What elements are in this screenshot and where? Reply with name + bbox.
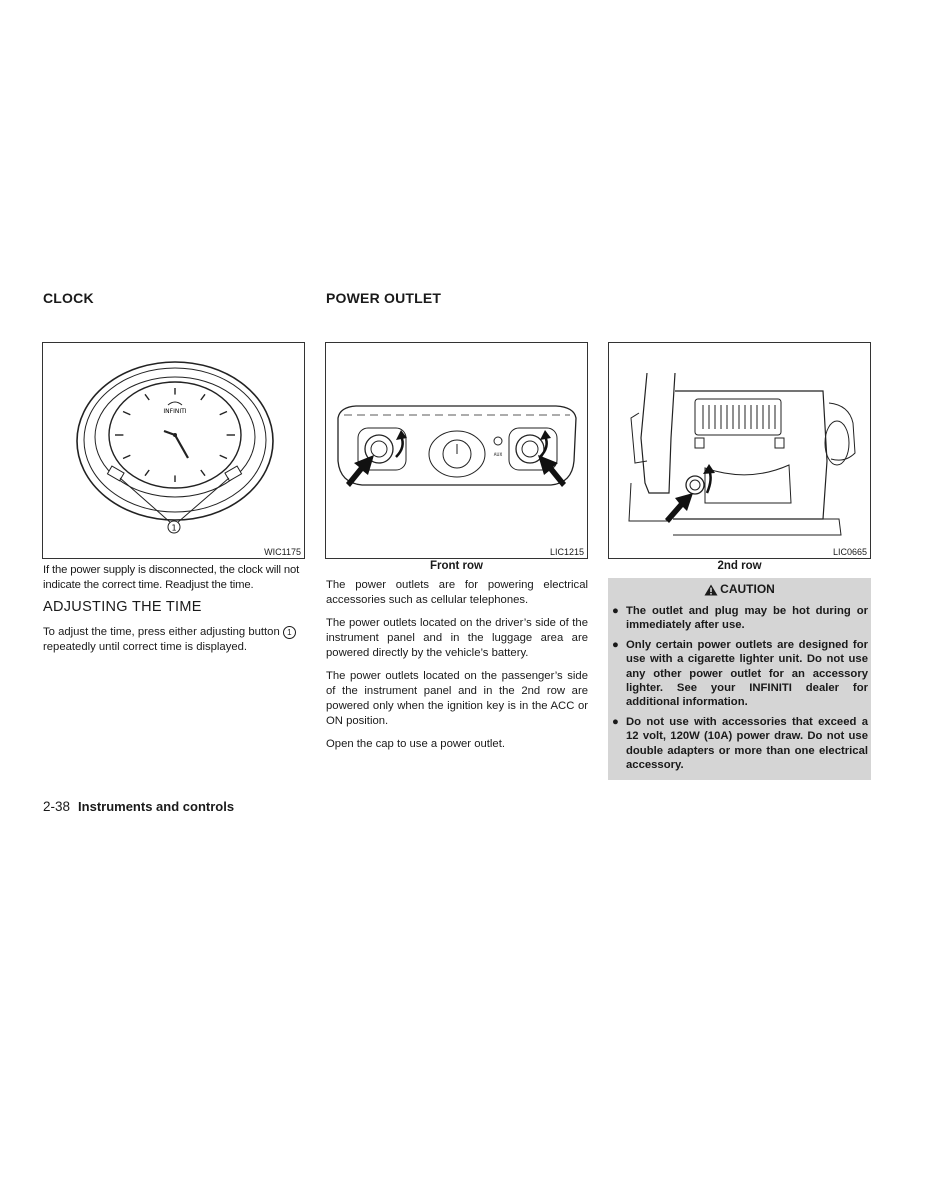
caution-list <box>608 604 871 772</box>
clock-hour-tick <box>201 394 205 400</box>
power-outlet-body <box>326 578 588 752</box>
power-outlet-section-title: POWER OUTLET <box>326 290 442 306</box>
front-row-figure <box>325 342 588 559</box>
adjust-time-instructions <box>43 625 306 655</box>
clock-hour-tick <box>145 470 149 476</box>
clock-hour-tick <box>123 412 130 415</box>
second-row-caption: 2nd row <box>717 560 762 572</box>
adjust-button-number: 1 <box>283 626 296 639</box>
clock-figure-code: WIC1175 <box>264 547 301 557</box>
caution-item-text: The outlet and plug may be hot during or immediately after use. <box>626 605 868 632</box>
clock-hour-tick <box>201 470 205 476</box>
clock-hour-tick <box>220 412 227 415</box>
page-number: 2-38 <box>43 799 71 814</box>
clock-intro-text: If the power supply is disconnected, the clock will not indicate the correct time. Readjust the time. <box>43 564 300 591</box>
bullet-icon: ● <box>612 638 619 651</box>
clock-section-title: CLOCK <box>43 290 94 306</box>
clock-callout-number: 1 <box>171 523 177 533</box>
clock-illustration <box>43 343 304 558</box>
clock-figure <box>42 342 305 559</box>
caution-box <box>608 578 871 780</box>
power-outlet-paragraph-3: The power outlets located on the passenger’s side of the instrument panel and in the 2nd row are powered only when the ignition key is in the ACC or ON position. <box>326 670 588 727</box>
bullet-icon: ● <box>612 605 619 617</box>
second-row-figure-code: LIC0665 <box>832 547 867 557</box>
caution-item <box>608 638 871 710</box>
footer-section-title: Instruments and controls <box>78 799 235 814</box>
bullet-icon: ● <box>612 715 619 728</box>
caution-item-text: Only certain power outlets are designed for use with a cigarette lighter unit. Do not use any other power outlet for an accessory lighter. See your INFINITI dealer for additional information. <box>626 638 868 709</box>
power-outlet-paragraph-1: The power outlets are for powering electrical accessories such as cellular telephones. <box>326 579 588 606</box>
front-row-caption: Front row <box>429 560 484 572</box>
caution-item <box>608 715 871 773</box>
front-row-outlet-illustration <box>326 343 587 558</box>
caution-heading-text: CAUTION <box>720 582 775 596</box>
caution-item-text: Do not use with accessories that exceed a 12 volt, 120W (10A) power draw. Do not use double adapters or more than one electrical accessory. <box>626 715 868 772</box>
caution-item <box>608 604 871 633</box>
second-row-figure <box>608 342 871 559</box>
clock-hour-tick <box>123 455 130 458</box>
second-row-outlet-illustration <box>609 343 870 558</box>
svg-text:INFINITI: INFINITI <box>163 408 187 415</box>
power-outlet-paragraph-4: Open the cap to use a power outlet. <box>326 738 505 750</box>
adjusting-time-heading: ADJUSTING THE TIME <box>43 599 202 615</box>
warning-triangle-icon <box>704 584 718 596</box>
adjust-text-before: To adjust the time, press either adjusting button <box>43 626 280 638</box>
page-footer <box>43 798 234 816</box>
adjust-text-after: repeatedly until correct time is displayed. <box>43 641 248 653</box>
power-outlet-paragraph-2: The power outlets located on the driver’s side of the instrument panel and in the luggage area are powered directly by the vehicle’s battery. <box>326 617 588 659</box>
clock-hour-tick <box>145 394 149 400</box>
clock-hour-tick <box>220 455 227 458</box>
svg-text:AUX: AUX <box>493 452 503 457</box>
front-row-figure-code: LIC1215 <box>549 547 584 557</box>
caution-heading <box>608 578 871 600</box>
